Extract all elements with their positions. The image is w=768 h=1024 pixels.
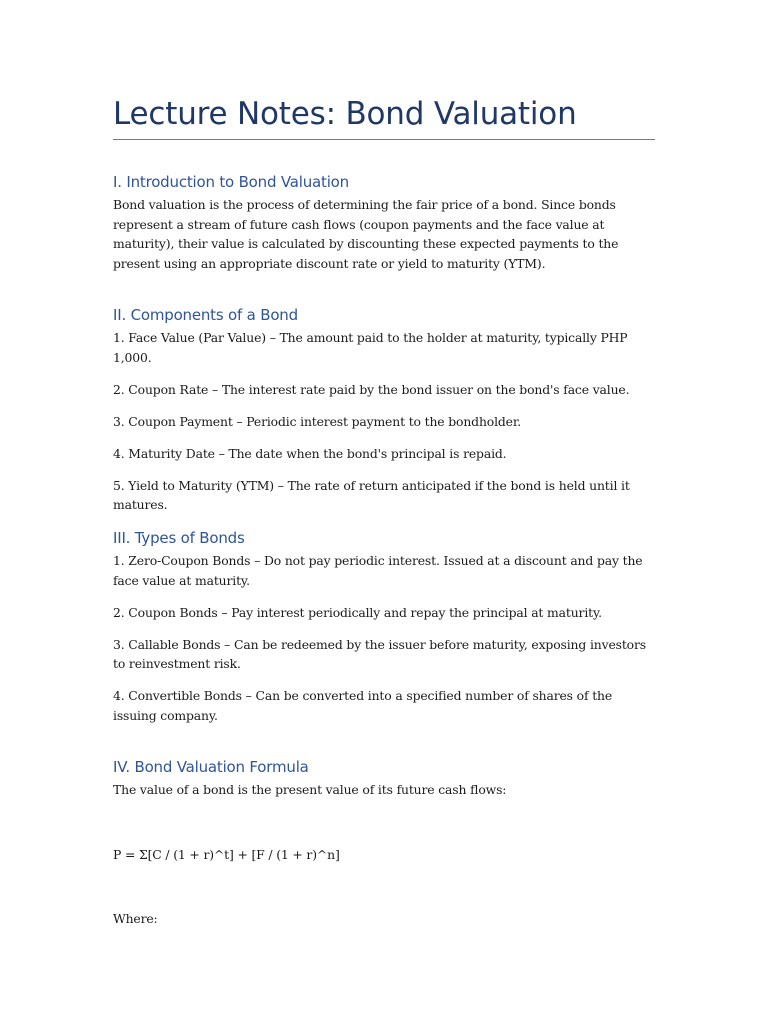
section-formula — [113, 756, 655, 800]
section-paragraph: The value of a bond is the present value of its future cash flows: — [113, 782, 507, 797]
list-item: 5. Yield to Maturity (YTM) – The rate of return anticipated if the bond is held until it matures. — [113, 477, 630, 512]
list-item: 2. Coupon Rate – The interest rate paid by the bond issuer on the bond's face value. — [113, 381, 630, 397]
section-components — [113, 304, 655, 527]
section-introduction — [113, 171, 655, 273]
section-heading: IV. Bond Valuation Formula — [113, 758, 309, 776]
list-item: 1. Zero-Coupon Bonds – Do not pay periodic interest. Issued at a discount and pay the face value at maturity. — [113, 553, 643, 588]
section-paragraph: Bond valuation is the process of determining the fair price of a bond. Since bonds represent a stream of future cash flows (coupon payments and the face value at maturity), their value is calculated by discounting these expected payments to the present using an appropriate discount rate or yield to maturity (YTM). — [113, 197, 619, 271]
list-item: 4. Convertible Bonds – Can be converted into a specified number of shares of the issuing company. — [113, 688, 613, 723]
bond-formula: P = Σ[C / (1 + r)^t] + [F / (1 + r)^n] — [113, 847, 340, 862]
list-item: 1. Face Value (Par Value) – The amount paid to the holder at maturity, typically PHP 1,000. — [113, 330, 628, 365]
list-item: 2. Coupon Bonds – Pay interest periodically and repay the principal at maturity. — [113, 604, 602, 620]
section-types — [113, 527, 655, 738]
document-title: Lecture Notes: Bond Valuation — [113, 96, 577, 132]
list-item: 3. Coupon Payment – Periodic interest payment to the bondholder. — [113, 413, 522, 429]
list-item: 4. Maturity Date – The date when the bond's principal is repaid. — [113, 445, 507, 461]
section-heading: III. Types of Bonds — [113, 529, 245, 547]
where-label: Where: — [113, 911, 158, 926]
section-heading: I. Introduction to Bond Valuation — [113, 173, 349, 191]
section-heading: II. Components of a Bond — [113, 306, 298, 324]
list-item: 3. Callable Bonds – Can be redeemed by the issuer before maturity, exposing investors to reinvestment risk. — [113, 636, 646, 671]
title-underline-rule — [113, 139, 655, 140]
